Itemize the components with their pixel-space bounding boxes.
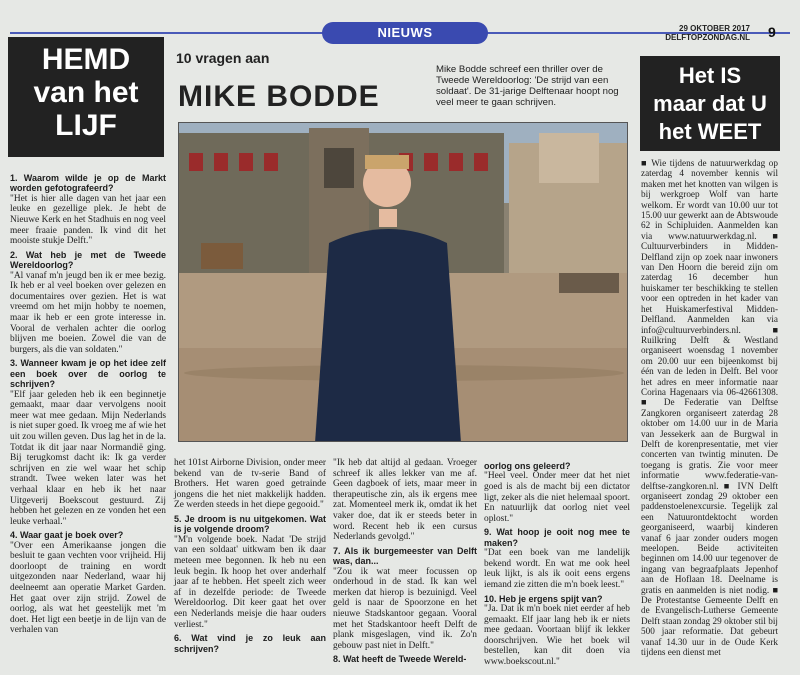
answer: "Het is hier alle dagen van het jaar een leuke en gezellige plek. Je hebt de Nieuwe Kerk en het Stadhuis en nog veel meer fraaie panden. Ik vind dit het mooiste stukje Delft."	[10, 193, 166, 247]
section-label: NIEUWS	[322, 22, 488, 44]
article-kicker: 10 vragen aan	[176, 50, 270, 66]
answer: "Elf jaar geleden heb ik een beginnetje gemaakt, maar daar vervolgens nooit meer wat mee gedaan. Mijn Nederlands is niet super goed. Ik vroeg me af wie het uit zou willen geven. Dus lag het in de la. Totdat ik dit jaar naar Normandië ging. Bij terugkomst dacht ik: Ik ga verder schrijven en zie wel waar het schip strandt. Twee weken later was het verhaal klaar en heb ik het naar Uitgeverij Boekscout gestuurd. Zij hebben het gelezen en ze vonden het een leuke verhaal."	[10, 389, 166, 527]
box-line-3: het WEET	[658, 119, 762, 144]
question: 9. Wat hoop je ooit nog mee te maken?	[484, 527, 630, 548]
box-line-3: LIJF	[55, 109, 117, 142]
answer: het 101st Airborne Division, onder meer bekend van de tv-serie Band of Brothers. Het waren goed getrainde jongens die het niet makkelijk hadden. Ze werden steeds in het diepe gegooid."	[174, 458, 326, 511]
interview-column-1	[10, 170, 166, 639]
box-line-1: HEMD	[41, 43, 131, 76]
site-name: DELFTOPZONDAG.NL	[665, 33, 750, 42]
question: 7. Als ik burgemeester van Delft was, dan...	[333, 545, 477, 567]
news-briefs-title-box	[640, 56, 780, 151]
interview-column-3	[333, 458, 477, 665]
date-line	[650, 24, 750, 42]
interview-column-2	[174, 458, 326, 654]
question: 1. Waarom wilde je op de Markt worden gefotografeerd?	[10, 173, 166, 194]
answer: "Al vanaf m'n jeugd ben ik er mee bezig. Ik heb er al veel boeken over gelezen en documentaires over gezien. Het is wat vreemd om het mijn hobby te noemen, maar ik heb er een grote interesse in. Vooral de verhalen achter die oorlog blijven me boeien. Zowel die van de burgers, als die van soldaten."	[10, 270, 166, 355]
article-photo	[178, 122, 628, 442]
market-square-photo	[179, 123, 628, 442]
news-briefs-column: ■ Wie tijdens de natuurwerkdag op zaterdag 4 november kennis wil maken met het knotten van wilgen is bij werkgroep Wolf van harte welkom. Er wordt van 10.00 uur tot 15.00 uur gewerkt aan de Abtswoude 62 in Schipluiden. Aanmelden kan via www.natuurwerkdag.nl. ■ Cultuurverbinders in Midden-Delfland zijn op zoek naar inwoners van Den Hoorn die bereid zijn om zaterdag 16 december hun huiskamer ter beschikking te stellen voor een optreden in het kader van het Huiskamerfestival Midden-Delfland. Aanmelden kan via info@cultuurverbinders.nl. ■ Ruilkring Delft & Westland organiseert woensdag 1 november om 20.00 uur een bijeenkomst bij één van de leden in Delft. Bel voor het adres en meer informatie naar Corina Hagenaars via 06-42661308. ■ De Federatie van Delftse Zangkoren organiseert zaterdag 28 oktober om 14.00 uur in de Maria van Jessekerk aan de Burgwal in Delft de korenpresentatie, met vier concerten van twintig minuten. De toegang is gratis. Zie voor meer informatie www.federatie-van-delftse-zangkoren.nl. ■ IVN Delft organiseert zondag 29 oktober een paddenstoelenexcursie. Tegelijk zal een Natuurontdektocht worden georganiseerd, waarbij kinderen vanaf 6 jaar zonder ouders mogen meelopen. Beide activiteiten beginnen om 14.00 uur tegenover de ingang van begraafplaats Jepenhof aan de Hoflaan 18. Deelname is gratis en aanmelden is niet nodig. ■ De Protestantse Gemeente Delft en de Evangelisch-Lutherse Gemeente Delft staan zondag 29 oktober stil bij 500 jaar reformatie. Dat gebeurt vanaf 14.30 uur in de Oude Kerk tijdens een dienst met	[641, 158, 778, 658]
question: oorlog ons geleerd?	[484, 461, 571, 471]
interview-column-4	[484, 458, 630, 671]
answer: "Ja. Dat ik m'n boek niet eerder af heb gemaakt. Elf jaar lang heb ik er niets mee gedaan. Voortaan blijf ik lekker doorschrijven. Wie het boek wil bestellen, kan dit doen via www.boekscout.nl."	[484, 603, 630, 667]
page-number: 9	[768, 24, 776, 40]
article-intro: Mike Bodde schreef een thriller over de Tweede Wereldoorlog: 'De strijd van een soldaat'. De 31-jarige Delftenaar hoopt nog veel meer te gaan schrijven.	[436, 64, 619, 108]
question: 6. Wat vind je zo leuk aan schrijven?	[174, 633, 326, 654]
question: 4. Waar gaat je boek over?	[10, 530, 124, 541]
answer: "Over een Amerikaanse jongen die besluit te gaan vechten voor vrijheid. Hij doorloopt de training en wordt uitgezonden naar Nederland, waar hij deelneemt aan operatie Market Garden. Het gaat over zijn strijd. Zowel de oorlog, als wat het geestelijk met 'm doet. Het ligt een beetje in de lijn van de verhalen van	[10, 540, 166, 636]
box-line-2: maar dat U	[653, 91, 767, 116]
box-line-2: van het	[33, 76, 139, 109]
issue-date: 29 OKTOBER 2017	[679, 24, 750, 33]
answer: "Dat een boek van me landelijk bekend wordt. En wat me ook heel leuk lijkt, is als ik ooit eens ergens iemand zie zitten die m'n boek leest."	[484, 548, 630, 590]
question: 3. Wanneer kwam je op het idee zelf een boek over de oorlog te schrijven?	[10, 358, 166, 390]
article-headline: MIKE BODDE	[178, 80, 380, 113]
question: 5. Je droom is nu uitgekomen. Wat is je volgende droom?	[174, 513, 326, 535]
answer: "Ik heb dat altijd al gedaan. Vroeger schreef ik alles lekker van me af. Geen dagboek of iets, maar meer in therapeutische zin, als ik ergens mee zat. Momenteel merk ik, omdat ik het vaker doe, dat ik er steeds beter in word. Recent heb ik een cursus Nederlands gevolgd."	[333, 458, 477, 543]
box-line-1: Het IS	[678, 63, 742, 88]
answer: "M'n volgende boek. Nadat 'De strijd van een soldaat' uitkwam ben ik daar meteen mee begonnen. Ik heb nu een leuk begin. Ik hoop het over anderhalf jaar af te hebben. Het speelt zich weer af in dezelfde periode: de Tweede Wereldoorlog. Dit keer gaat het over een Nederlands meisje die haar ouders verliest."	[174, 534, 326, 630]
column-title-box	[8, 37, 164, 157]
question: 8. Wat heeft de Tweede Wereld-	[333, 654, 467, 665]
question: 10. Heb je ergens spijt van?	[484, 593, 603, 604]
question: 2. Wat heb je met de Tweede Wereldoorlog?	[10, 249, 166, 271]
answer: "Zou ik wat meer focussen op onderhoud in de stad. Ik kan wel merken dat hierop is bezuinigd. Veel geld is naar de Spoorzone en het nieuwe Stadskantoor gegaan. Vooral met het Stadskantoor heeft Delft de plank misgeslagen, vind ik. Zo'n gebouw past niet in Delft."	[333, 566, 477, 651]
answer: "Heel veel. Onder meer dat het niet goed is als de macht bij een dictator ligt, zeker als die niet helemaal spoort. En natuurlijk dat oorlog niet veel oplost."	[484, 471, 630, 524]
